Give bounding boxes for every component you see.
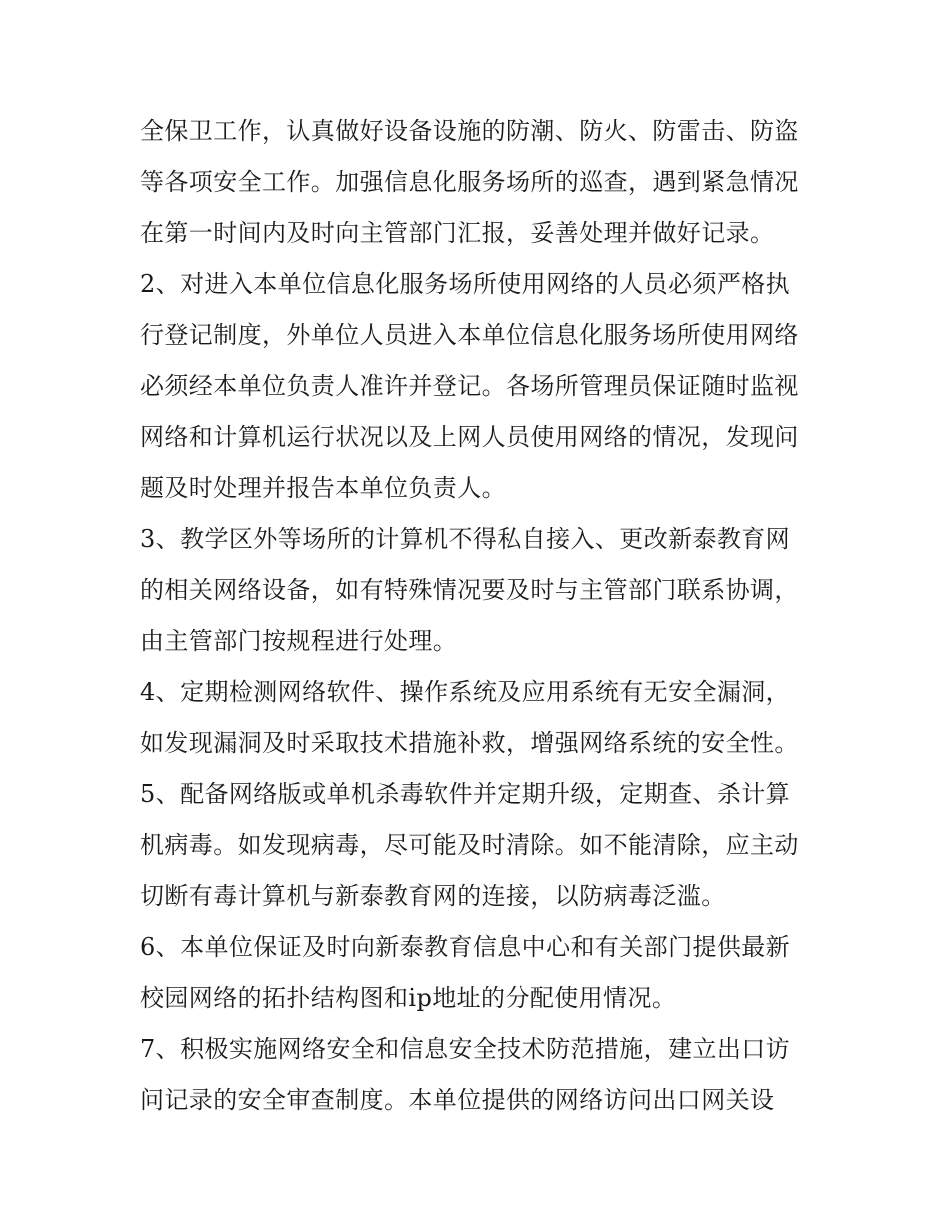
text-line: 全保卫工作，认真做好设备设施的防潮、防火、防雷击、防盗 (140, 117, 799, 145)
text-line: 2、对进入本单位信息化服务场所使用网络的人员必须严格执 (140, 270, 791, 298)
text-line: 由主管部门按规程进行处理。 (140, 627, 458, 655)
text-line: 5、配备网络版或单机杀毒软件并定期升级，定期查、杀计算 (140, 780, 791, 808)
document-body (140, 106, 820, 1126)
text-line: 问记录的安全审查制度。本单位提供的网络访问出口网关设 (140, 1086, 775, 1114)
text-line: 网络和计算机运行状况以及上网人员使用网络的情况，发现问 (140, 423, 799, 451)
text-line: 行登记制度，外单位人员进入本单位信息化服务场所使用网络 (140, 321, 799, 349)
text-line: 等各项安全工作。加强信息化服务场所的巡查，遇到紧急情况 (140, 168, 799, 196)
text-line: 切断有毒计算机与新泰教育网的连接，以防病毒泛滥。 (140, 882, 726, 910)
text-line: 如发现漏洞及时采取技术措施补救，增强网络系统的安全性。 (140, 729, 799, 757)
text-line: 题及时处理并报告本单位负责人。 (140, 474, 506, 502)
text-line: 的相关网络设备，如有特殊情况要及时与主管部门联系协调， (140, 576, 799, 604)
text-line: 4、定期检测网络软件、操作系统及应用系统有无安全漏洞， (140, 678, 791, 706)
text-line: 7、积极实施网络安全和信息安全技术防范措施，建立出口访 (140, 1035, 791, 1063)
text-line: 机病毒。如发现病毒，尽可能及时清除。如不能清除，应主动 (140, 831, 799, 859)
text-line: 6、本单位保证及时向新泰教育信息中心和有关部门提供最新 (140, 933, 791, 961)
text-line: 在第一时间内及时向主管部门汇报，妥善处理并做好记录。 (140, 219, 775, 247)
text-line: 3、教学区外等场所的计算机不得私自接入、更改新泰教育网 (140, 525, 791, 553)
text-line: 校园网络的拓扑结构图和ip地址的分配使用情况。 (140, 984, 677, 1012)
text-line: 必须经本单位负责人准许并登记。各场所管理员保证随时监视 (140, 372, 799, 400)
